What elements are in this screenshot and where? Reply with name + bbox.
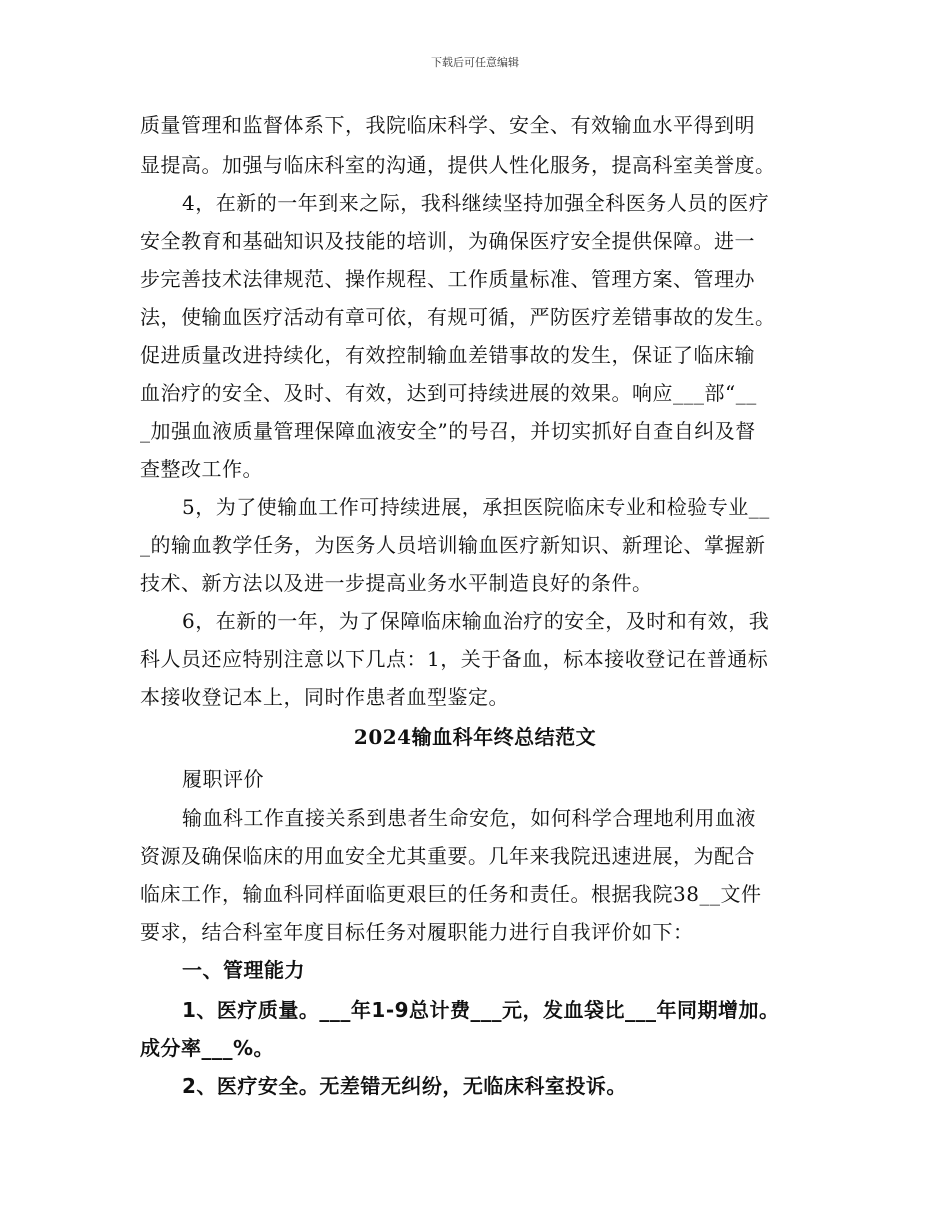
body-line: 要求，结合科室年度目标任务对履职能力进行自我评价如下： [140,920,694,944]
body-line: 血治疗的安全、及时、有效，达到可持续进展的效果。响应___部“__ [140,381,757,405]
body-line: 法，使输血医疗活动有章可依，有规可循，严防医疗差错事故的发生。 [140,305,776,329]
body-line: 资源及确保临床的用血安全尤其重要。几年来我院迅速进展，为配合 [140,844,755,868]
body-line: 查整改工作。 [140,457,263,481]
subheading: 履职评价 [182,767,264,791]
body-line: 技术、新方法以及进一步提高业务水平制造良好的条件。 [140,571,653,595]
bold-line: 1、医疗质量。___年1-9总计费___元，发血袋比___年同期增加。 [182,998,780,1022]
body-line: _加强血液质量管理保障血液安全”的号召，并切实抓好自查自纠及督 [140,419,756,443]
bold-line: 成分率___%。 [140,1036,275,1060]
body-line: 显提高。加强与临床科室的沟通，提供人性化服务，提高科室美誉度。 [140,153,776,177]
body-line: 促进质量改进持续化，有效控制输血差错事故的发生，保证了临床输 [140,343,755,367]
body-line: 安全教育和基础知识及技能的培训，为确保医疗安全提供保障。进一 [140,229,755,253]
body-line: 6，在新的一年，为了保障临床输血治疗的安全，及时和有效，我 [182,609,770,633]
page-header: 下载后可任意编辑 [431,56,519,69]
body-line: 输血科工作直接关系到患者生命安危，如何科学合理地利用血液 [182,806,756,830]
body-line: 5，为了使输血工作可持续进展，承担医院临床专业和检验专业__ [182,495,770,519]
body-line: 科人员还应特别注意以下几点：1，关于备血，标本接收登记在普通标 [140,647,769,671]
bold-heading: 一、管理能力 [182,958,305,982]
body-line: _的输血教学任务，为医务人员培训输血医疗新知识、新理论、掌握新 [140,533,766,557]
body-line: 本接收登记本上，同时作患者血型鉴定。 [140,685,509,709]
body-line: 临床工作，输血科同样面临更艰巨的任务和责任。根据我院38__文件 [140,882,762,906]
body-line: 质量管理和监督体系下，我院临床科学、安全、有效输血水平得到明 [140,113,755,137]
section-title: 2024输血科年终总结范文 [353,725,597,749]
body-line: 步完善技术法律规范、操作规程、工作质量标准、管理方案、管理办 [140,267,755,291]
body-line: 4，在新的一年到来之际，我科继续坚持加强全科医务人员的医疗 [182,191,770,215]
bold-line: 2、医疗安全。无差错无纠纷，无临床科室投诉。 [182,1074,627,1098]
